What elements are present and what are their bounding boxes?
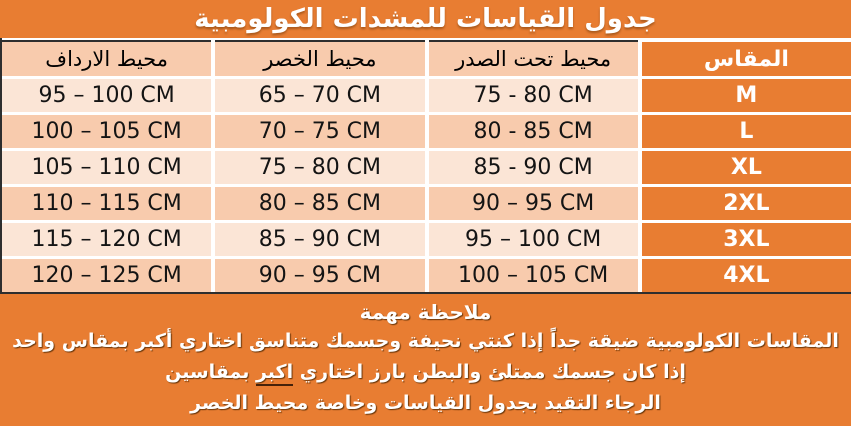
- waist-cell: 70 – 75 CM: [215, 115, 424, 148]
- size-cell: L: [642, 115, 851, 148]
- hips-cell: 95 – 100 CM: [2, 79, 211, 112]
- note-line-1: المقاسات الكولومبية ضيقة جداً إذا كنتي نحيفة وجسمك متناسق اختاري أكبر بمقاس واحد: [12, 330, 839, 352]
- waist-cell: 65 – 70 CM: [215, 79, 424, 112]
- size-cell: 3XL: [642, 223, 851, 256]
- column-header-underbust: محيط تحت الصدر: [429, 40, 638, 76]
- underbust-cell: 80 - 85 CM: [429, 115, 638, 148]
- hips-cell: 105 – 110 CM: [2, 151, 211, 184]
- underbust-cell: 95 – 100 CM: [429, 223, 638, 256]
- size-cell: 4XL: [642, 259, 851, 292]
- hips-cell: 115 – 120 CM: [2, 223, 211, 256]
- column-header-waist: محيط الخصر: [215, 40, 424, 76]
- note-line-2: [0, 357, 851, 388]
- page-title: جدول القياسات للمشدات الكولومبية: [194, 4, 657, 34]
- hips-cell: 120 – 125 CM: [2, 259, 211, 292]
- size-cell: 2XL: [642, 187, 851, 220]
- underbust-cell: 85 - 90 CM: [429, 151, 638, 184]
- waist-cell: 90 – 95 CM: [215, 259, 424, 292]
- size-cell: XL: [642, 151, 851, 184]
- note-line-3: الرجاء التقيد بجدول القياسات وخاصة محيط الخصر: [190, 392, 661, 414]
- hips-cell: 110 – 115 CM: [2, 187, 211, 220]
- column-header-size: المقاس: [642, 40, 851, 76]
- size-cell: M: [642, 79, 851, 112]
- note-line-2-underlined-word: اكبر: [256, 361, 293, 386]
- underbust-cell: 100 – 105 CM: [429, 259, 638, 292]
- column-header-hips: محيط الارداف: [2, 40, 211, 76]
- waist-cell: 80 – 85 CM: [215, 187, 424, 220]
- note-heading: ملاحظة مهمة: [359, 300, 492, 324]
- waist-cell: 75 – 80 CM: [215, 151, 424, 184]
- size-table: [0, 38, 851, 294]
- underbust-cell: 75 - 80 CM: [429, 79, 638, 112]
- hips-cell: 100 – 105 CM: [2, 115, 211, 148]
- note-line-2-after: بمقاسين: [165, 361, 256, 383]
- notes-section: [0, 294, 851, 426]
- underbust-cell: 90 – 95 CM: [429, 187, 638, 220]
- size-table-grid: [2, 40, 851, 292]
- note-line-2-before: إذا كان جسمك ممتلئ والبطن بارز اختاري: [293, 361, 686, 383]
- title-bar: [0, 0, 851, 38]
- waist-cell: 85 – 90 CM: [215, 223, 424, 256]
